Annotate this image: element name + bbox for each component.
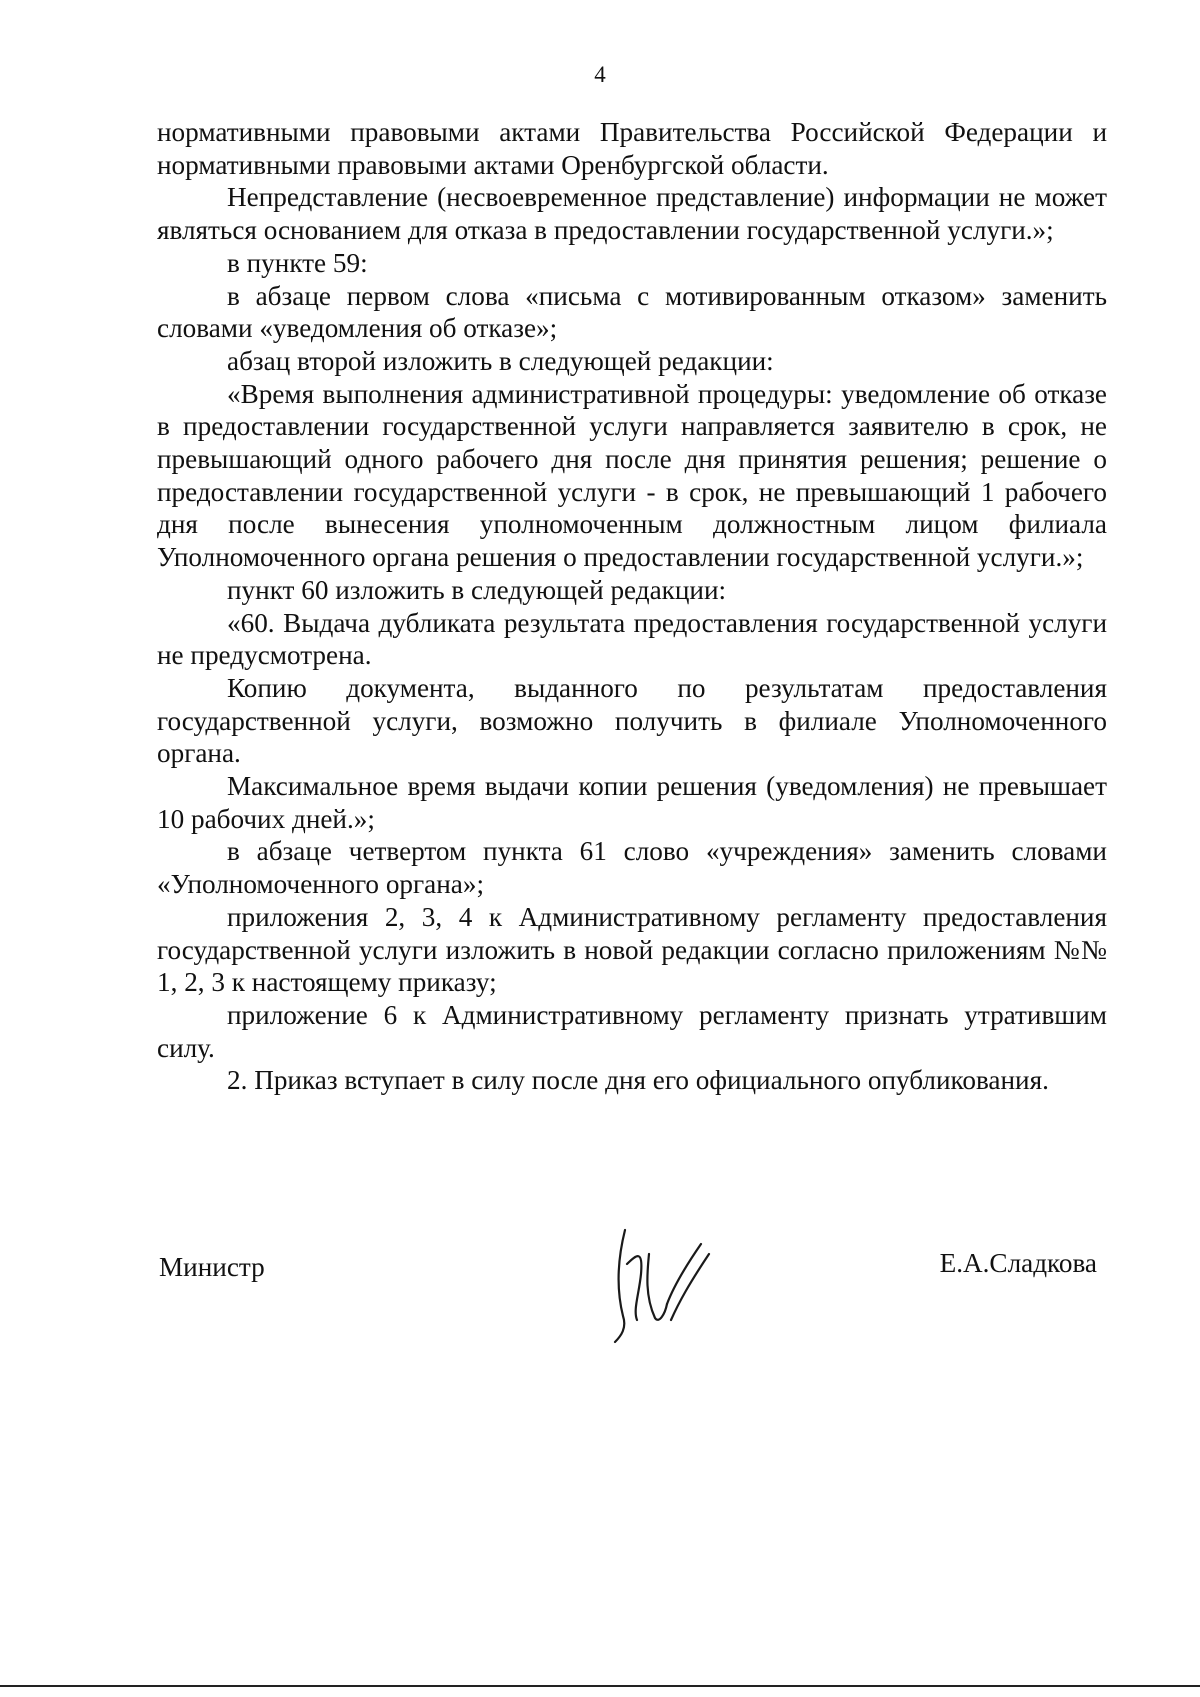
signatory-name: Е.А.Сладкова — [939, 1248, 1097, 1278]
page-number: 4 — [594, 62, 606, 87]
paragraph: приложения 2, 3, 4 к Административному регламенту предоставления государственной услуги изложить в новой редакции согласно приложениям №№ 1, 2, 3 к настоящему приказу; — [157, 901, 1107, 998]
paragraph: в пункте 59: — [227, 247, 368, 278]
scan-edge-line — [0, 1685, 1200, 1687]
paragraph: приложение 6 к Административному регламенту признать утратившим силу. — [157, 999, 1107, 1063]
signature-block — [157, 1240, 1097, 1330]
paragraph: «Время выполнения административной процедуры: уведомление об отказе в предоставлении государственной услуги направляется заявителю в срок, не превышающий одного рабочего дня после дня принятия решения; решение о предоставлении государственной услуги - в срок, не превышающий 1 рабочего дня после вынесения уполномоченным должностным лицом филиала Уполномоченного органа решения о предоставлении государственной услуги.»; — [157, 378, 1107, 573]
handwritten-signature — [597, 1224, 717, 1344]
paragraph: пункт 60 изложить в следующей редакции: — [227, 574, 727, 605]
paragraph: Непредставление (несвоевременное представление) информации не может являться основанием для отказа в предоставлении государственной услуги.»; — [157, 182, 1107, 246]
document-body — [157, 116, 1107, 1097]
paragraph: «60. Выдача дубликата результата предоставления государственной услуги не предусмотрена. — [157, 607, 1107, 671]
paragraph: Копию документа, выданного по результатам предоставления государственной услуги, возможно получить в филиале Уполномоченного органа. — [157, 672, 1107, 769]
paragraph: в абзаце четвертом пункта 61 слово «учреждения» заменить словами «Уполномоченного органа»; — [157, 836, 1107, 900]
paragraph: абзац второй изложить в следующей редакции: — [227, 345, 774, 376]
paragraph: нормативными правовыми актами Правительства Российской Федерации и нормативными правовыми актами Оренбургской области. — [157, 117, 1107, 180]
paragraph: Максимальное время выдачи копии решения (уведомления) не превышает 10 рабочих дней.»; — [157, 771, 1107, 834]
signatory-title: Министр — [159, 1252, 265, 1282]
paragraph: 2. Приказ вступает в силу после дня его официального опубликования. — [227, 1065, 1049, 1096]
paragraph: в абзаце первом слова «письма с мотивированным отказом» заменить словами «уведомления об отказе»; — [157, 280, 1107, 344]
